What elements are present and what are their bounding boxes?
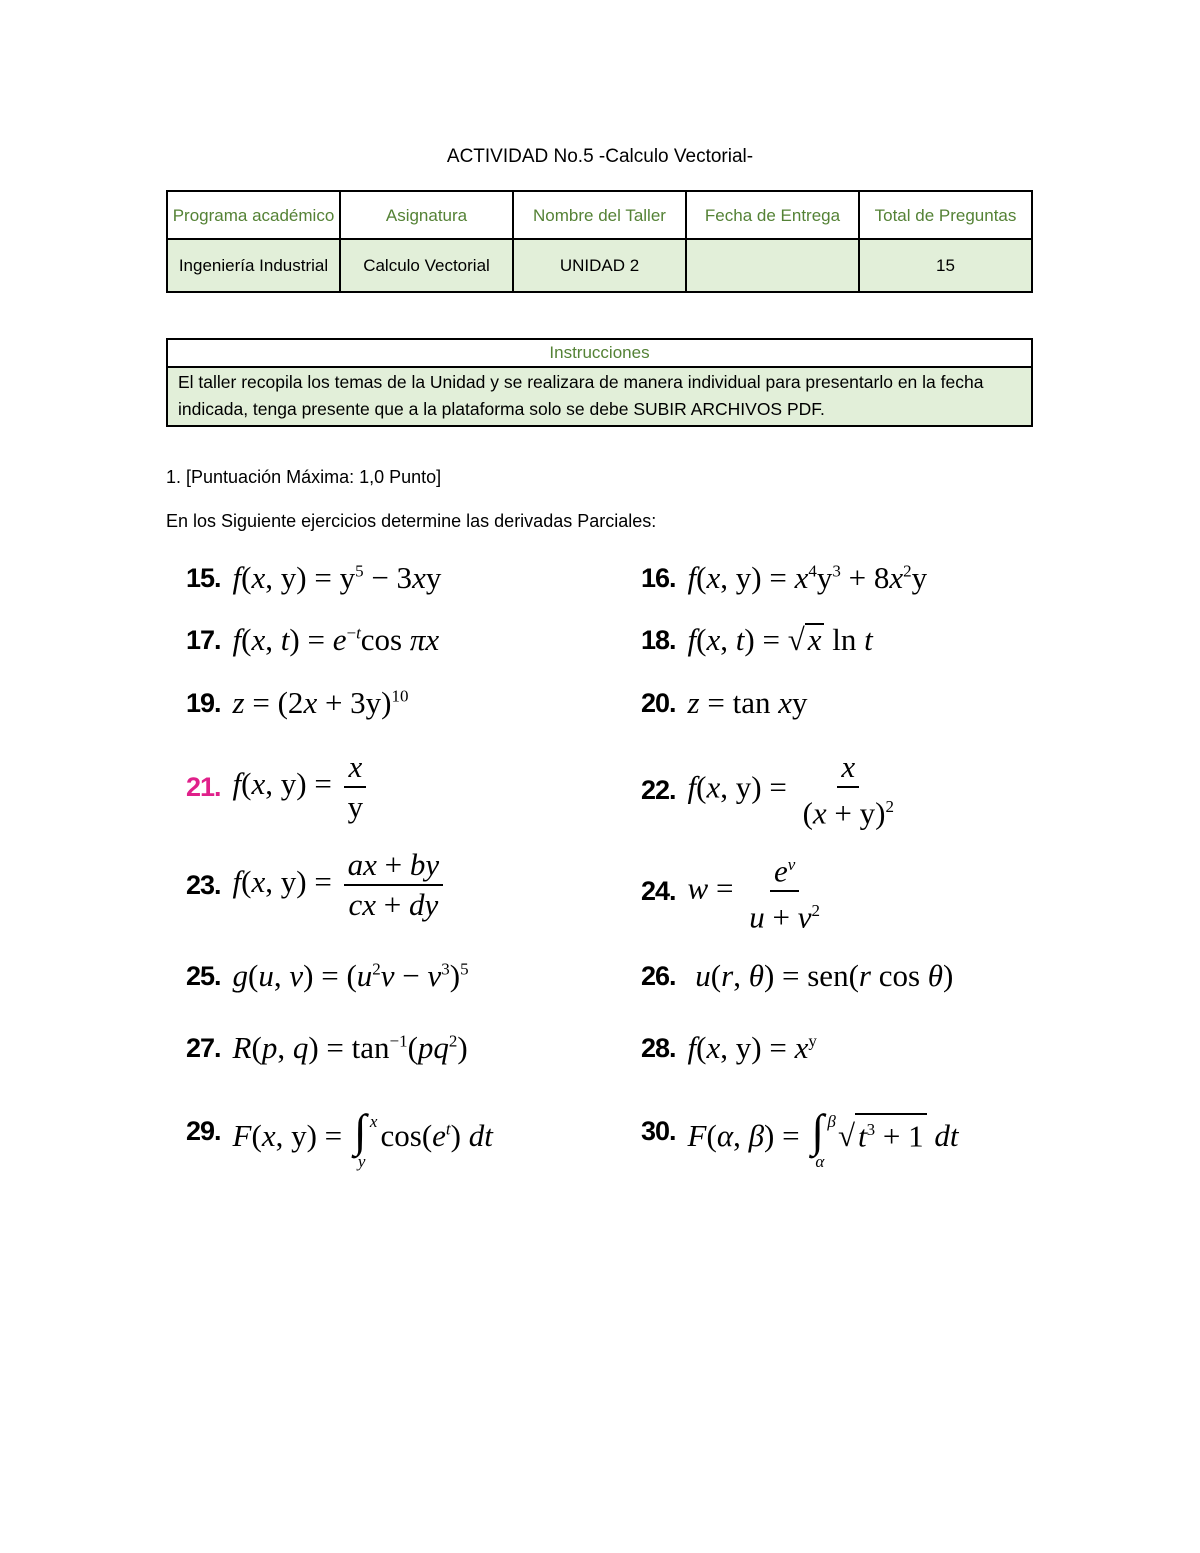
formula: f(x, $t) = e^{-t}\cos$ πx <box>232 622 440 657</box>
exercise-number: 29. <box>186 1115 221 1146</box>
exercise-29 <box>186 1105 493 1171</box>
exercise-number: 16. <box>641 562 676 593</box>
formula: f(x, y) = $\frac{x}{(x + y)^2}$ <box>687 749 894 831</box>
header-nombre-taller: Nombre del Taller <box>513 191 686 239</box>
exercise-27 <box>186 1030 468 1066</box>
question-title: 1. [Puntuación Máxima: 1,0 Punto] <box>166 467 442 487</box>
instructions-header: Instrucciones <box>167 339 1032 367</box>
exercise-number: 26. <box>641 960 676 991</box>
instructions-body: El taller recopila los temas de la Unidad y se realizara de manera individual para presentarlo en la fecha indicada, tenga presente que a la plataforma solo se debe SUBIR ARCHIVOS PDF. <box>167 367 1032 426</box>
exercise-number: 23. <box>186 869 221 900</box>
exercise-number: 25. <box>186 960 221 991</box>
question-subtitle: En los Siguiente ejercicios determine las derivadas Parciales: <box>166 511 657 531</box>
formula: f(x, $y) = x^y$ <box>687 1030 817 1065</box>
exercise-number: 24. <box>641 875 676 906</box>
header-total-preguntas: Total de Preguntas <box>859 191 1032 239</box>
exercise-15 <box>186 560 441 596</box>
formula: f(x, $y) = y^5 - 3xy$ <box>232 560 442 595</box>
formula: w = $\frac{e^v}{u + v^2}$ <box>688 848 828 935</box>
exercise-23 <box>186 848 447 922</box>
value-total-preguntas: 15 <box>859 239 1032 292</box>
value-nombre-taller: UNIDAD 2 <box>513 239 686 292</box>
formula: f(x, y) = $\frac{x}{y}$ <box>233 750 372 824</box>
formula: F(x, y) = ∫ x y $\cos(e^t)$ dt <box>232 1105 493 1171</box>
formula: f(x, $y) = x^4y^3 + 8x^2y$ <box>687 560 928 595</box>
info-table <box>166 190 1033 293</box>
info-table-value-row <box>167 239 1032 292</box>
exercise-number: 19. <box>186 687 221 718</box>
exercise-26 <box>641 958 953 994</box>
exercise-28 <box>641 1030 817 1066</box>
value-asignatura: Calculo Vectorial <box>340 239 513 292</box>
info-table-header-row <box>167 191 1032 239</box>
value-fecha-entrega <box>686 239 859 292</box>
formula: g(u, $v) = (u^2v - v^3)^5$ <box>232 958 469 993</box>
exercise-number: 18. <box>641 624 676 655</box>
formula: z = tan xy <box>687 685 808 720</box>
exercise-24 <box>641 848 828 935</box>
exercise-number: 28. <box>641 1032 676 1063</box>
exercise-number: 15. <box>186 562 221 593</box>
exercise-17 <box>186 622 439 658</box>
instructions-box <box>166 338 1033 427</box>
exercise-number: 20. <box>641 687 676 718</box>
exercise-number: 27. <box>186 1032 221 1063</box>
exercise-number: 30. <box>641 1115 676 1146</box>
exercise-20 <box>641 685 808 721</box>
formula: F(α, β) = ∫ β α $√t^3 + 1$ dt <box>687 1105 959 1171</box>
formula: f(x, t) = √x ln t <box>687 622 873 657</box>
formula: R(p, $q) = \tan^{-1}(pq^2)$ <box>232 1030 468 1065</box>
exercise-21 <box>186 750 371 824</box>
header-asignatura: Asignatura <box>340 191 513 239</box>
value-programa: Ingeniería Industrial <box>167 239 340 292</box>
header-programa: Programa académico <box>167 191 340 239</box>
exercise-number: 22. <box>641 774 676 805</box>
exercise-19 <box>186 685 409 721</box>
exercise-number: 17. <box>186 624 221 655</box>
exercise-22 <box>641 750 902 830</box>
exercise-number: 21. <box>186 771 221 802</box>
exercise-16 <box>641 560 927 596</box>
formula: u(r, θ) = sen(r cos θ) <box>695 958 954 993</box>
exercise-18 <box>641 622 873 658</box>
exercise-25 <box>186 958 469 994</box>
exercise-30 <box>641 1105 959 1171</box>
formula: f(x, y) = $\frac{ax + by}{cx + dy}$ <box>233 848 448 922</box>
page-title: ACTIVIDAD No.5 -Calculo Vectorial- <box>446 146 754 167</box>
header-fecha-entrega: Fecha de Entrega <box>686 191 859 239</box>
formula: $z = (2x + 3y)^{10}$ <box>232 685 409 720</box>
